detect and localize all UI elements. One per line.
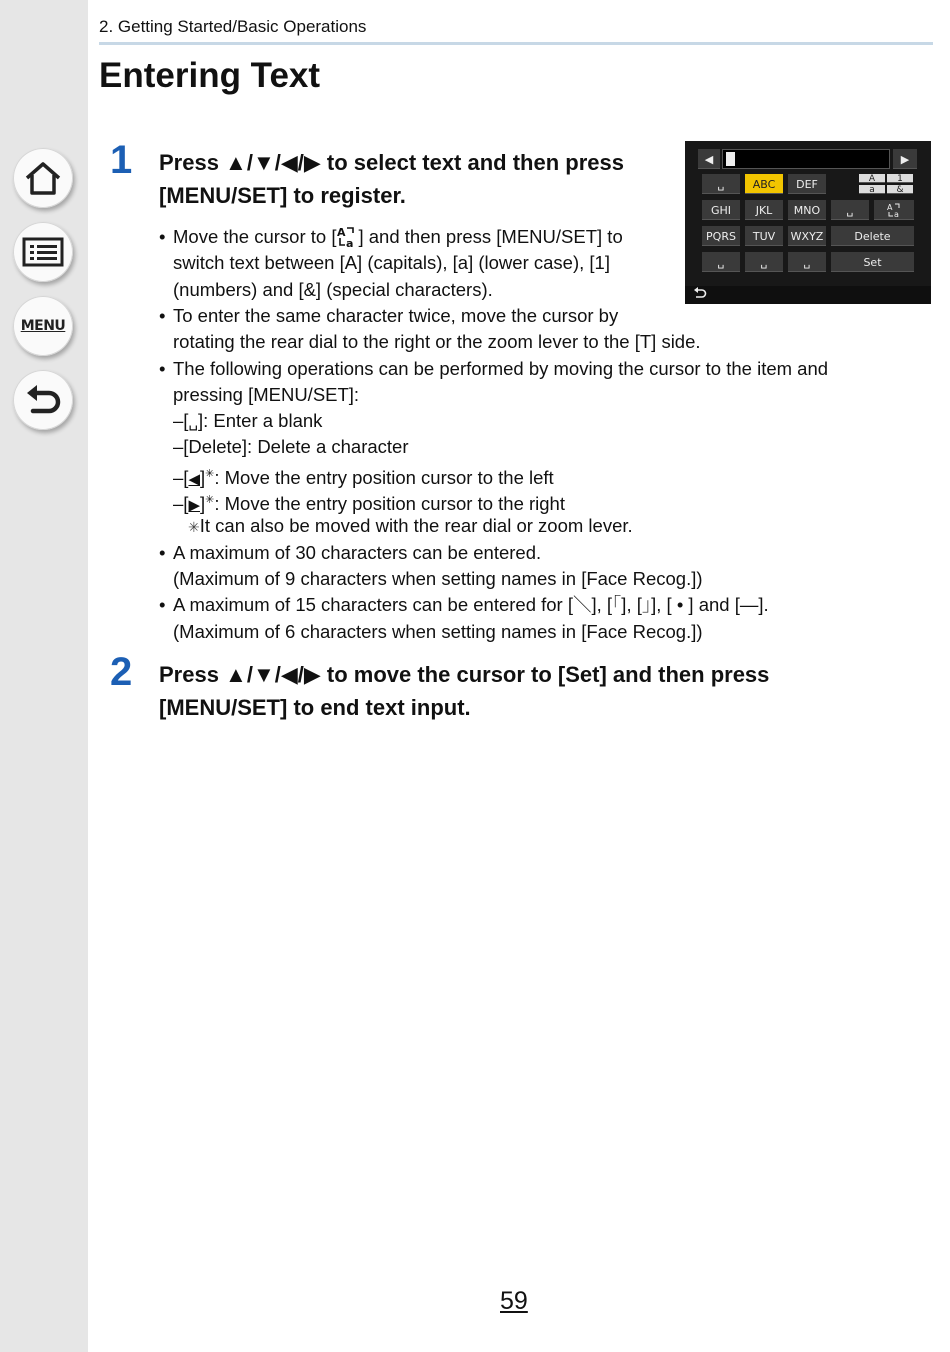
cam-key: JKL bbox=[745, 200, 783, 220]
bullet-2-line-2: rotating the rear dial to the right or the zoom lever to the [T] side. bbox=[173, 331, 701, 353]
bullet: • bbox=[159, 304, 166, 326]
camera-text-entry-screen bbox=[685, 141, 931, 304]
cam-key: ␣ bbox=[788, 252, 826, 272]
cam-key: PQRS bbox=[702, 226, 740, 246]
cam-key: GHI bbox=[702, 200, 740, 220]
cam-key: ␣ bbox=[702, 174, 740, 194]
home-button[interactable] bbox=[13, 148, 73, 208]
breadcrumb: 2. Getting Started/Basic Operations bbox=[99, 17, 367, 36]
cam-key: ␣ bbox=[831, 200, 869, 220]
dash-item-left: –[◀]✳: Move the entry position cursor to the left bbox=[173, 466, 554, 488]
bullet: • bbox=[159, 541, 166, 563]
sidebar bbox=[0, 0, 88, 1352]
cam-key: DEF bbox=[788, 174, 826, 194]
menu-button[interactable] bbox=[13, 296, 73, 356]
cam-set-key: Set bbox=[831, 252, 914, 272]
cam-key: ␣ bbox=[702, 252, 740, 272]
bullet-5-line-1: A maximum of 15 characters can be entered for [＼], [「], [」], [ • ] and [—]. bbox=[173, 594, 769, 616]
bullet-4-line-1: A maximum of 30 characters can be entered. bbox=[173, 541, 542, 563]
header-divider bbox=[99, 42, 933, 45]
step-2-heading-line-1: Press ▲/▼/◀/▶ to move the cursor to [Set] and then press bbox=[159, 662, 770, 687]
cam-right-arrow: ▶ bbox=[893, 149, 917, 169]
cam-key: ␣ bbox=[745, 252, 783, 272]
svg-text:a: a bbox=[894, 210, 899, 218]
text-mode-toggle-icon bbox=[886, 202, 902, 218]
cam-mode-toggle-key bbox=[874, 200, 914, 220]
cam-mode-special: & bbox=[887, 185, 913, 194]
camera-screen-panel bbox=[685, 141, 931, 286]
bullet: • bbox=[159, 226, 166, 247]
step-1-heading bbox=[159, 146, 624, 212]
cam-entry-box bbox=[722, 149, 890, 169]
cam-key: WXYZ bbox=[788, 226, 826, 246]
contents-list-icon bbox=[22, 237, 64, 267]
cam-key: MNO bbox=[788, 200, 826, 220]
cam-cursor bbox=[726, 152, 735, 166]
home-icon bbox=[23, 160, 63, 196]
dash-item-right: –[▶]✳: Move the entry position cursor to the right bbox=[173, 493, 565, 515]
step-1-heading-line-2: [MENU/SET] to register. bbox=[159, 183, 406, 208]
menu-label: MENU bbox=[20, 318, 66, 334]
footnote-marker: ✳ bbox=[205, 467, 215, 480]
cam-delete-key: Delete bbox=[831, 226, 914, 246]
svg-text:A: A bbox=[337, 226, 346, 239]
bullet: • bbox=[159, 594, 166, 616]
blank-icon: ␣ bbox=[188, 413, 198, 432]
svg-text:A: A bbox=[887, 203, 893, 212]
text-mode-toggle-icon bbox=[336, 226, 358, 248]
step-2-heading-line-2: [MENU/SET] to end text input. bbox=[159, 695, 471, 720]
right-arrow-icon: ▶ bbox=[188, 496, 200, 515]
bullet-1-line-1: Move the cursor to [ A a ] and then press [MENU/SET] to bbox=[173, 226, 623, 248]
left-arrow-icon: ◀ bbox=[188, 469, 200, 488]
cam-key: TUV bbox=[745, 226, 783, 246]
footnote-marker: ✳ bbox=[205, 494, 215, 506]
footnote: ✳It can also be moved with the rear dial or zoom lever. bbox=[188, 515, 633, 537]
back-arrow-icon bbox=[23, 383, 63, 417]
page-number[interactable]: 59 bbox=[500, 1287, 528, 1315]
cam-mode-lower: a bbox=[859, 185, 885, 194]
bullet-1-line-3: (numbers) and [&] (special characters). bbox=[173, 278, 493, 300]
bullet: • bbox=[159, 357, 166, 379]
bullet-1-line-2: switch text between [A] (capitals), [a] (lower case), [1] bbox=[173, 252, 610, 274]
cam-left-arrow: ◀ bbox=[698, 149, 720, 169]
cam-mode-capitals: A bbox=[859, 174, 885, 183]
dash-item-blank: –[␣]: Enter a blank bbox=[173, 410, 323, 432]
bullet-5-line-2: (Maximum of 6 characters when setting names in [Face Recog.]) bbox=[173, 620, 703, 642]
back-button[interactable] bbox=[13, 370, 73, 430]
cam-key-selected: ABC bbox=[745, 174, 783, 194]
dash-item-delete: –[Delete]: Delete a character bbox=[173, 436, 409, 458]
bullet-3-line-1: The following operations can be performed by moving the cursor to the item and bbox=[173, 357, 829, 379]
page-title: Entering Text bbox=[99, 56, 321, 95]
cam-return-icon bbox=[693, 286, 707, 300]
step-1-number: 1 bbox=[110, 138, 133, 182]
step-1-heading-line-1: Press ▲/▼/◀/▶ to select text and then press bbox=[159, 150, 624, 175]
bullet-3-line-2: pressing [MENU/SET]: bbox=[173, 383, 360, 405]
svg-text:a: a bbox=[346, 237, 354, 248]
cam-mode-numbers: 1 bbox=[887, 174, 913, 183]
bullet-4-line-2: (Maximum of 9 characters when setting names in [Face Recog.]) bbox=[173, 567, 703, 589]
bullet-2-line-1: To enter the same character twice, move the cursor by bbox=[173, 304, 619, 326]
contents-button[interactable] bbox=[13, 222, 73, 282]
step-2-heading bbox=[159, 658, 769, 724]
step-2-number: 2 bbox=[110, 650, 133, 694]
